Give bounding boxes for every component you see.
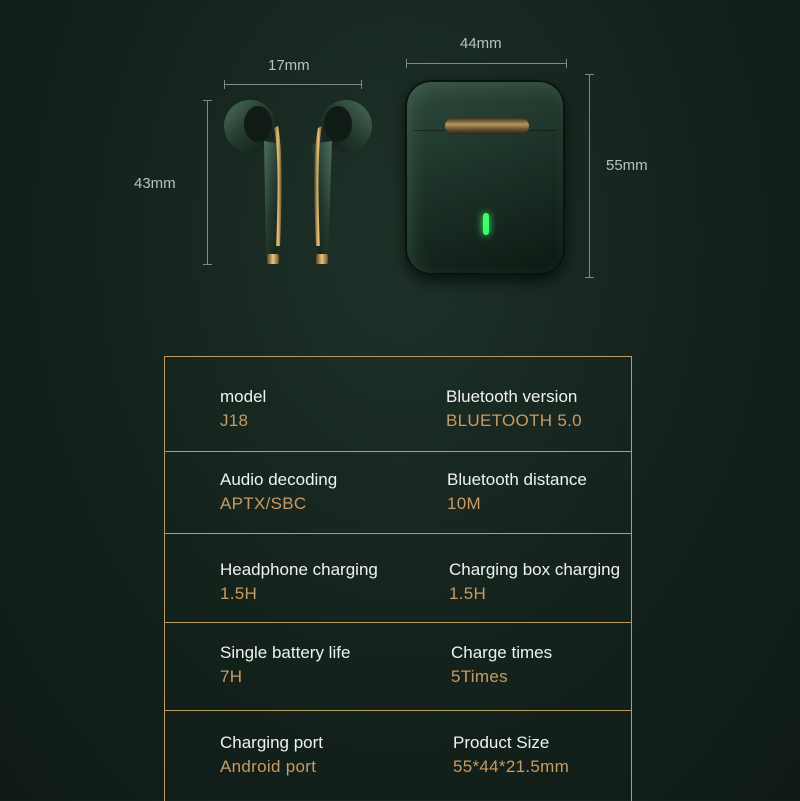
spec-cell (220, 470, 337, 514)
spec-row-model (165, 357, 631, 452)
spec-cell (449, 560, 620, 604)
spec-label: Charging port (220, 733, 324, 752)
case-width-label: 44mm (460, 35, 502, 52)
spec-value: Android port (220, 757, 317, 776)
spec-value: 5Times (451, 667, 508, 686)
spec-label: Bluetooth version (446, 387, 578, 406)
spec-value: 1.5H (220, 584, 258, 603)
case-height-tick-bottom (585, 277, 594, 278)
spec-value: 1.5H (449, 584, 487, 603)
spec-label: Charge times (451, 643, 553, 662)
case-hinge (445, 118, 529, 134)
spec-label: Product Size (453, 733, 550, 752)
earbud-width-label: 17mm (268, 57, 310, 74)
spec-row-battery (165, 623, 631, 711)
spec-cell (446, 387, 582, 431)
earbud-height-label: 43mm (134, 175, 176, 192)
spec-value: 55*44*21.5mm (453, 757, 570, 776)
spec-value: J18 (220, 411, 249, 430)
spec-cell (220, 643, 350, 687)
spec-value: APTX/SBC (220, 494, 307, 513)
earbud-width-tick-left (224, 80, 225, 89)
case-height-tick-top (585, 74, 594, 75)
left-earbud-image (222, 96, 292, 271)
case-led-indicator (483, 213, 489, 235)
spec-label: Bluetooth distance (447, 470, 587, 489)
spec-label: Headphone charging (220, 560, 378, 579)
spec-value: 10M (447, 494, 481, 513)
earbud-height-tick-bottom (203, 264, 212, 265)
spec-row-port (165, 711, 631, 801)
case-height-line (589, 74, 590, 278)
case-height-label: 55mm (606, 157, 648, 174)
case-width-tick-left (406, 59, 407, 68)
spec-value: 7H (220, 667, 243, 686)
case-width-line (406, 63, 567, 64)
spec-cell (453, 733, 569, 777)
case-width-tick-right (566, 59, 567, 68)
earbud-height-tick-top (203, 100, 212, 101)
spec-row-audio (165, 452, 631, 534)
spec-value: BLUETOOTH 5.0 (446, 411, 582, 430)
spec-label: Audio decoding (220, 470, 338, 489)
earbud-width-line (224, 84, 362, 85)
earbud-width-tick-right (361, 80, 362, 89)
spec-label: model (220, 387, 267, 406)
spec-label: Single battery life (220, 643, 351, 662)
spec-table (164, 356, 632, 801)
spec-cell (220, 733, 323, 777)
spec-cell (220, 560, 378, 604)
spec-label: Charging box charging (449, 560, 621, 579)
spec-cell (447, 470, 587, 514)
spec-cell (220, 387, 266, 431)
right-earbud-image (298, 96, 378, 271)
charging-case-image (405, 80, 565, 275)
spec-row-charging (165, 534, 631, 623)
spec-cell (451, 643, 552, 687)
earbud-height-line (207, 100, 208, 265)
